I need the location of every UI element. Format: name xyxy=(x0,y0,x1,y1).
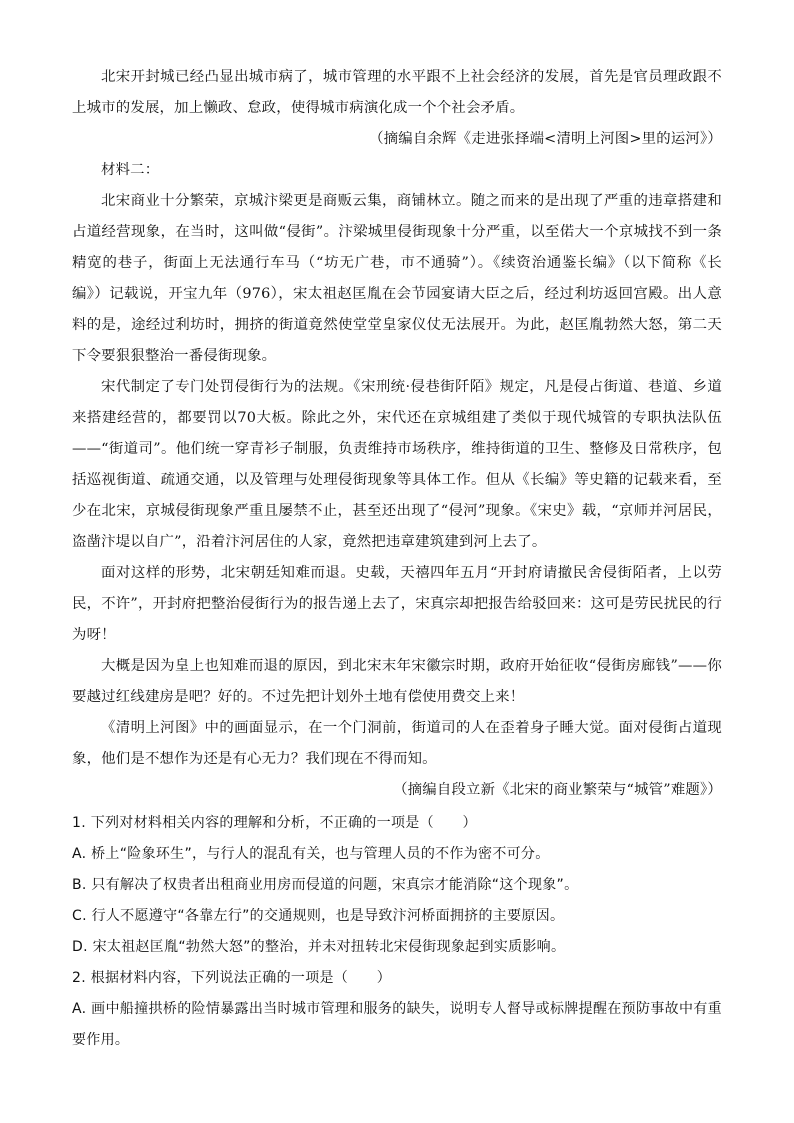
paragraph-3: 宋代制定了专门处罚侵街行为的法规。《宋刑统·侵巷街阡陌》规定，凡是侵占街道、巷道、乡道来搭建经营的，都要罚以70大板。除此之外，宋代还在京城组建了类似于现代城管的专职执法队伍——“街道司”。他们统一穿青衫子制服，负责维持市场秩序，维持街道的卫生、整修及日常秩序，包括巡视街道、疏通交通，以及管理与处理侵街现象等具体工作。但从《长编》等史籍的记载来看，至少在北宋，京城侵街现象严重且屡禁不止，甚至还出现了“侵河”现象。《宋史》载，“京师并河居民，盗凿汴堤以自广”，沿着汴河居住的人家，竟然把违章建筑建到河上去了。 xyxy=(72,379,722,550)
question-2-stem: 2. 根据材料内容，下列说法正确的一项是（ ） xyxy=(72,970,392,986)
question-2-option-a[interactable]: A. 画中船撞拱桥的险情暴露出当时城市管理和服务的缺失，说明专人督导或标牌提醒在预防事故中有重要作用。 xyxy=(72,1001,722,1048)
paragraph-5: 大概是因为皇上也知难而退的原因，到北宋末年宋徽宗时期，政府开始征收“侵街房廊钱”——你要越过红线建房是吧？好的。不过先把计划外土地有偿使用费交上来！ xyxy=(72,658,722,705)
paragraph-6: 《清明上河图》中的画面显示，在一个门洞前，街道司的人在歪着身子睡大觉。面对侵街占道现象，他们是不想作为还是有心无力？我们现在不得而知。 xyxy=(72,720,722,767)
question-1-stem: 1. 下列对材料相关内容的理解和分析，不正确的一项是（ ） xyxy=(72,815,477,831)
passage-part-1 xyxy=(72,62,722,806)
source-citation-2: （摘编自段立新《北宋的商业繁荣与“城管”难题》） xyxy=(393,782,722,798)
question-1-option-a[interactable]: A. 桥上“险象环生”，与行人的混乱有关，也与管理人员的不作为密不可分。 xyxy=(72,846,550,862)
paragraph-1: 北宋开封城已经凸显出城市病了，城市管理的水平跟不上社会经济的发展，首先是官员理政跟不上城市的发展，加上懒政、怠政，使得城市病演化成一个个社会矛盾。 xyxy=(72,69,722,116)
material-2-label: 材料二： xyxy=(101,162,160,178)
question-1-option-b[interactable]: B. 只有解决了权贵者出租商业用房而侵道的问题，宋真宗才能消除“这个现象”。 xyxy=(72,877,579,893)
questions xyxy=(72,808,722,1056)
paragraph-4: 面对这样的形势，北宋朝廷知难而退。史载，天禧四年五月“开封府请撤民舍侵街陌者，上以劳民，不许”，开封府把整治侵街行为的报告递上去了，宋真宗却把报告给驳回来：这可是劳民扰民的行为呀！ xyxy=(72,565,722,643)
source-citation-1: （摘编自余辉《走进张择端<清明上河图>里的运河》） xyxy=(369,131,722,147)
paragraph-2: 北宋商业十分繁荣，京城汴梁更是商贩云集，商铺林立。随之而来的是出现了严重的违章搭建和占道经营现象，在当时，这叫做“侵街”。汴梁城里侵街现象十分严重，以至偌大一个京城找不到一条精宽的巷子，街面上无法通行车马（“坊无广巷，市不通骑”）。《续资治通鉴长编》（以下简称《长编》）记载说，开宝九年（976），宋太祖赵匡胤在会节园宴请大臣之后，经过利坊返回宫殿。出人意料的是，途经过利坊时，拥挤的街道竟然使堂堂皇家仪仗无法展开。为此，赵匡胤勃然大怒，第二天下令要狠狠整治一番侵街现象。 xyxy=(72,193,722,364)
question-1-option-d[interactable]: D. 宋太祖赵匡胤“勃然大怒”的整治，并未对扭转北宋侵街现象起到实质影响。 xyxy=(72,939,566,955)
question-1-option-c[interactable]: C. 行人不愿遵守“各靠左行”的交通规则，也是导致汴河桥面拥挤的主要原因。 xyxy=(72,908,565,924)
